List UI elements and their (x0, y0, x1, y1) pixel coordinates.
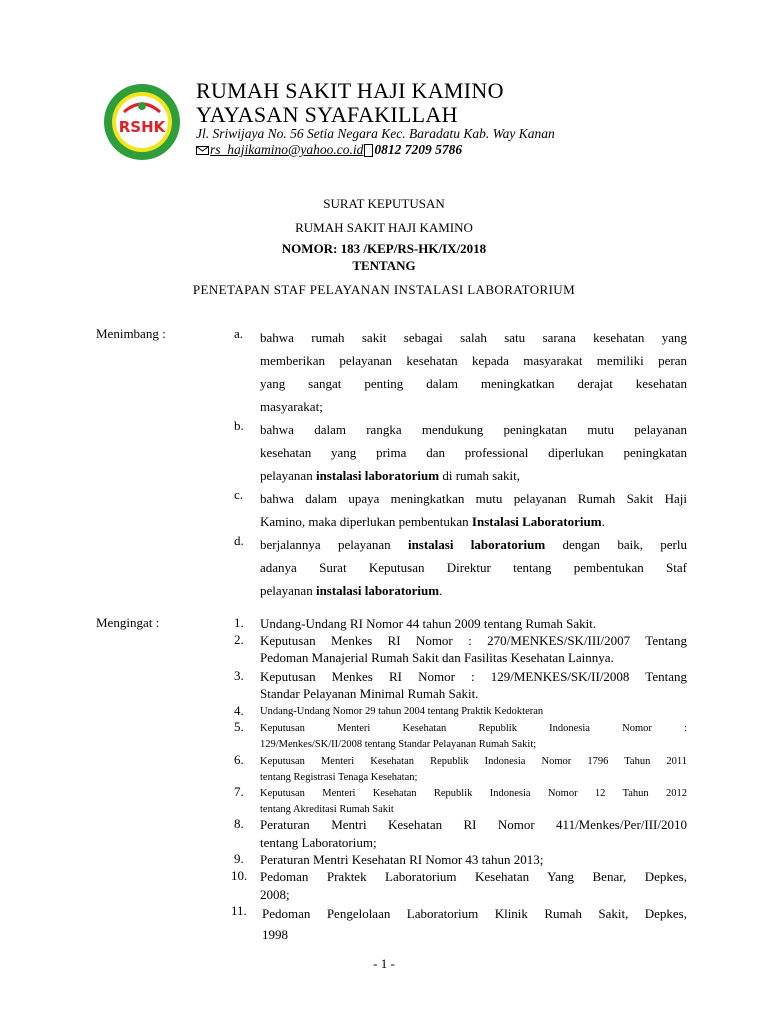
text-line: kesehatan yang prima dan professional diperlukan peningkatan (260, 445, 687, 460)
mengingat-item-10 (260, 868, 687, 904)
text-line: bahwa dalam upaya meningkatkan mutu pelayanan Rumah Sakit Haji (260, 491, 687, 506)
text-line: Standar Pelayanan Minimal Rumah Sakit. (260, 686, 479, 701)
logo-text: RSHK (118, 118, 166, 136)
item-mark: 10. (231, 868, 248, 883)
item-mark: 4. (234, 703, 244, 718)
menimbang-item-c (260, 487, 687, 533)
text-line: pelayanan instalasi laboratorium. (260, 583, 443, 598)
text-line: Keputusan Menteri Kesehatan Republik Indonesia Nomor 12 Tahun 2012 (260, 788, 687, 799)
item-mark: 6. (234, 752, 244, 767)
text-line: Keputusan Menkes RI Nomor : 129/MENKES/SK/II/2008 Tentang (260, 669, 687, 684)
item-mark: 5. (234, 719, 244, 734)
text-line: masyarakat; (260, 399, 323, 414)
text-line: 129/Menkes/SK/II/2008 tentang Standar Pelayanan Rumah Sakit; (260, 739, 537, 750)
mengingat-item-1 (260, 615, 687, 632)
mengingat-item-5 (260, 721, 687, 753)
text-line: Pedoman Praktek Laboratorium Kesehatan Yang Benar, Depkes, (260, 869, 687, 884)
mengingat-label: Mengingat : (96, 615, 160, 630)
mengingat-item-8 (260, 816, 687, 852)
item-mark: 9. (234, 851, 244, 866)
decree-issuer: RUMAH SAKIT HAJI KAMINO (295, 220, 473, 235)
decree-title: SURAT KEPUTUSAN (323, 196, 445, 211)
item-mark: 11. (231, 903, 247, 918)
text-line: Pedoman Pengelolaan Laboratorium Klinik Rumah Sakit, Depkes, (262, 906, 687, 921)
item-mark: 1. (234, 615, 244, 630)
item-mark: b. (234, 418, 244, 433)
text-line: Undang-Undang Nomor 29 tahun 2004 tentang Praktik Kedokteran (260, 706, 544, 717)
phone-number: 0812 7209 5786 (374, 142, 463, 157)
text-line: Keputusan Menteri Kesehatan Republik Indonesia Nomor 1796 Tahun 2011 (260, 756, 687, 767)
mengingat-item-11 (262, 903, 687, 945)
text-line: 1998 (262, 927, 288, 942)
text-line: Keputusan Menteri Kesehatan Republik Indonesia Nomor : (260, 723, 687, 734)
hospital-logo (102, 82, 182, 162)
text-line: Kamino, maka diperlukan pembentukan Instalasi Laboratorium. (260, 514, 605, 529)
menimbang-label: Menimbang : (96, 326, 166, 341)
item-mark: d. (234, 533, 244, 548)
mengingat-item-6 (260, 754, 687, 786)
text-line: Pedoman Manajerial Rumah Sakit dan Fasilitas Kesehatan Lainnya. (260, 650, 614, 665)
item-mark: 3. (234, 668, 244, 683)
hospital-name: RUMAH SAKIT HAJI KAMINO (196, 78, 504, 103)
text-line: 2008; (260, 887, 290, 902)
text-line: berjalannya pelayanan instalasi laboratorium dengan baik, perlu (260, 537, 687, 552)
mengingat-item-7 (260, 786, 687, 818)
page-number: - 1 - (373, 956, 395, 971)
text-line: yang sangat penting dalam meningkatkan derajat kesehatan (260, 376, 687, 391)
mengingat-item-3 (260, 668, 687, 702)
item-mark: 8. (234, 816, 244, 831)
decree-number: NOMOR: 183 /KEP/RS-HK/IX/2018 (281, 241, 487, 256)
menimbang-item-a (260, 326, 687, 418)
mengingat-item-4 (260, 705, 687, 719)
text-line: bahwa rumah sakit sebagai salah satu sarana kesehatan yang (260, 330, 687, 345)
envelope-icon (196, 146, 209, 155)
menimbang-item-b (260, 418, 687, 487)
text-line: tentang Registrasi Tenaga Kesehatan; (260, 772, 418, 783)
item-mark: a. (234, 326, 244, 341)
text-line: Peraturan Mentri Kesehatan RI Nomor 411/Menkes/Per/III/2010 (260, 817, 687, 832)
mengingat-item-9 (260, 851, 687, 869)
text-line: bahwa dalam rangka mendukung peningkatan mutu pelayanan (260, 422, 687, 437)
text-line: memberikan pelayanan kesehatan kepada masyarakat memiliki peran (260, 353, 687, 368)
text-line: Peraturan Mentri Kesehatan RI Nomor 43 tahun 2013; (260, 852, 544, 867)
decree-subject: PENETAPAN STAF PELAYANAN INSTALASI LABORATORIUM (192, 282, 576, 297)
mengingat-item-2 (260, 632, 687, 666)
hospital-address: Jl. Sriwijaya No. 56 Setia Negara Kec. Baradatu Kab. Way Kanan (196, 126, 555, 141)
item-mark: c. (234, 487, 244, 502)
text-line: Undang-Undang RI Nomor 44 tahun 2009 tentang Rumah Sakit. (260, 616, 597, 631)
contact-line (196, 142, 462, 158)
text-line: tentang Akreditasi Rumah Sakit (260, 804, 394, 815)
text-line: adanya Surat Keputusan Direktur tentang pembentukan Staf (260, 560, 687, 575)
text-line: pelayanan instalasi laboratorium di rumah sakit, (260, 468, 520, 483)
phone-icon (364, 144, 373, 157)
item-mark: 2. (234, 632, 244, 647)
item-mark: 7. (234, 784, 244, 799)
decree-about: TENTANG (352, 258, 416, 273)
menimbang-item-d (260, 533, 687, 602)
foundation-name: YAYASAN SYAFAKILLAH (196, 102, 458, 127)
text-line: Keputusan Menkes RI Nomor : 270/MENKES/SK/III/2007 Tentang (260, 633, 687, 648)
text-line: tentang Laboratorium; (260, 835, 377, 850)
email-link[interactable]: rs_hajikamino@yahoo.co.id (210, 142, 364, 157)
